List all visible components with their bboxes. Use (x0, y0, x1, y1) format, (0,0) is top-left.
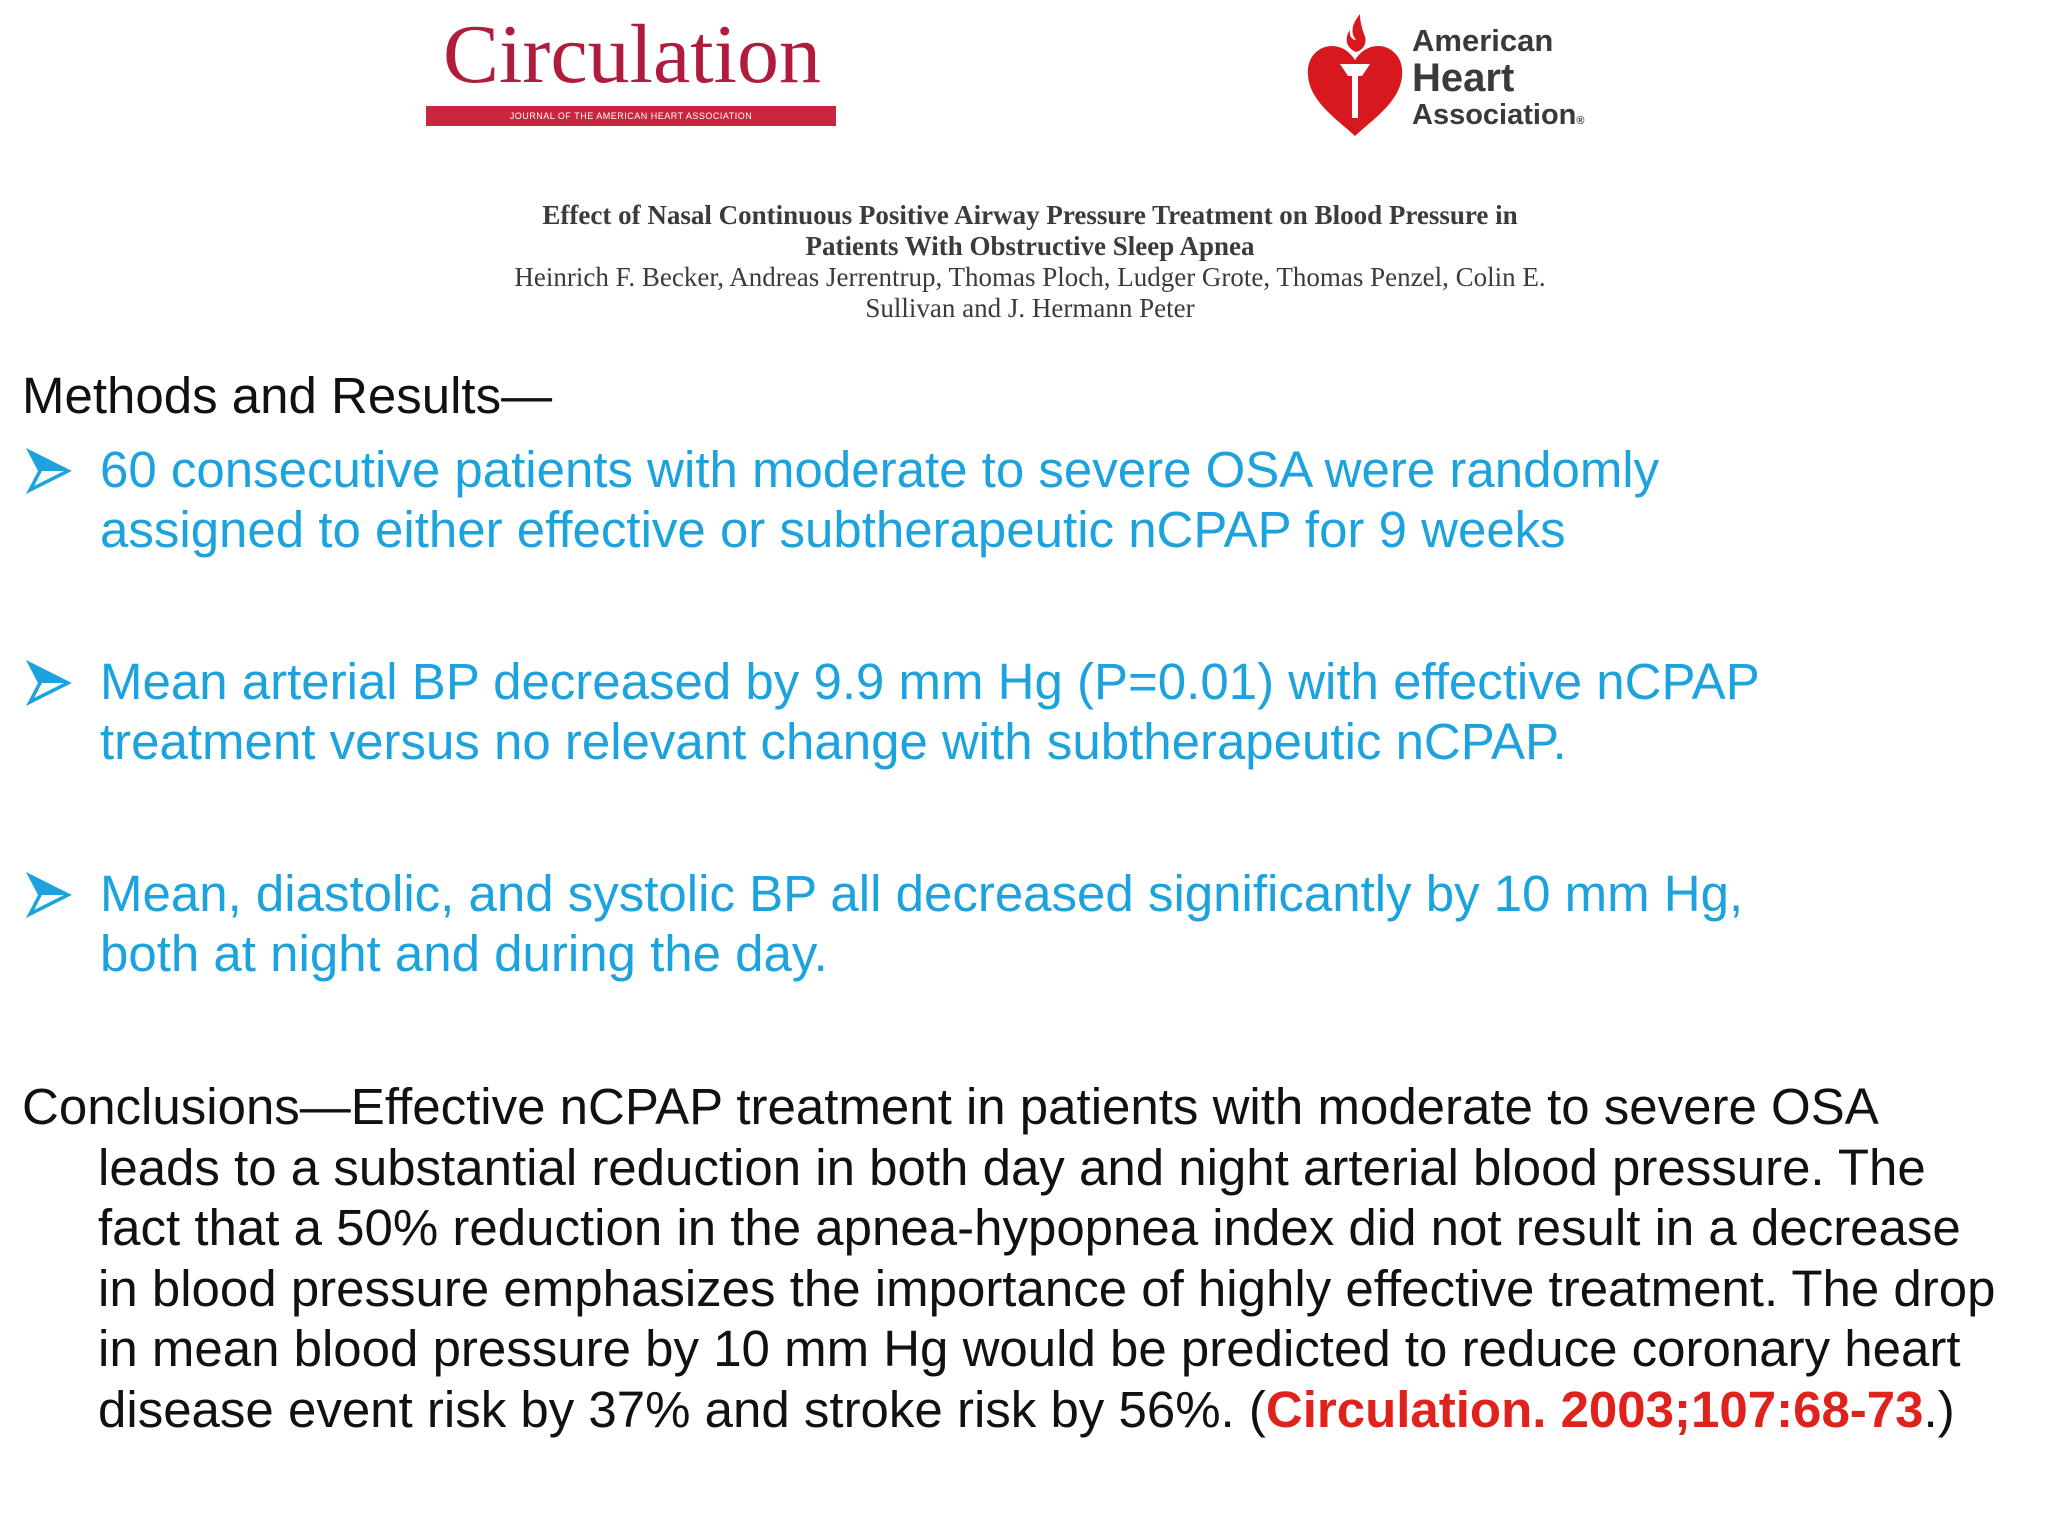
circulation-logo (422, 10, 842, 122)
arrowhead-bullet-icon (26, 872, 72, 918)
article-title-line2: Patients With Obstructive Sleep Apnea (805, 231, 1255, 261)
aha-line-american: American (1412, 23, 1554, 58)
methods-bullet-2-line1: Mean arterial BP decreased by 9.9 mm Hg (P=0.01) with effective nCPAP (100, 653, 1760, 710)
aha-line-heart: Heart (1412, 56, 1515, 100)
article-title-line1: Effect of Nasal Continuous Positive Airway Pressure Treatment on Blood Pressure in (542, 200, 1518, 230)
methods-bullet-1-text (100, 440, 2040, 560)
methods-bullet-2-text (100, 652, 2040, 772)
aha-logo (1300, 10, 1630, 140)
circulation-subtitle-bar (426, 106, 836, 126)
conclusions-closing: .) (1923, 1380, 1955, 1438)
aha-association-text: Association (1412, 99, 1577, 131)
citation-reference: Circulation. 2003;107:68-73 (1265, 1380, 1924, 1438)
methods-bullet-3-line1: Mean, diastolic, and systolic BP all decreased significantly by 10 mm Hg, (100, 865, 1744, 922)
methods-heading: Methods and Results— (22, 367, 553, 424)
methods-bullet-3-text (100, 864, 2040, 984)
aha-wordmark (1412, 24, 1584, 138)
article-header (380, 200, 1680, 324)
conclusions-text: Conclusions—Effective nCPAP treatment in patients with moderate to severe OSA leads to a substantial reduction in both day and night arterial blood pressure. The fact that a 50% reduction in the apnea-hypopnea index did not result in a decrease in blood pressure emphasizes the importance of highly effective treatment. The drop in mean blood pressure by 10 mm Hg would be predicted to reduce coronary heart disease event risk by 37% and stroke risk by 56%. ( (22, 1078, 1996, 1438)
arrowhead-bullet-icon (26, 660, 72, 706)
heart-torch-icon (1300, 10, 1410, 140)
aha-line-association (1412, 98, 1584, 138)
aha-trademark: ® (1576, 115, 1585, 127)
methods-bullet-1-line2: assigned to either effective or subtherapeutic nCPAP for 9 weeks (100, 501, 1566, 558)
methods-bullet-3-line2: both at night and during the day. (100, 925, 828, 982)
circulation-wordmark: Circulation (443, 8, 821, 101)
methods-bullet-2-line2: treatment versus no relevant change with subtherapeutic nCPAP. (100, 713, 1567, 770)
methods-bullet-1-line1: 60 consecutive patients with moderate to severe OSA were randomly (100, 441, 1660, 498)
arrowhead-bullet-icon (26, 448, 72, 494)
conclusions-paragraph (22, 1077, 2012, 1440)
article-authors-line1: Heinrich F. Becker, Andreas Jerrentrup, Thomas Ploch, Ludger Grote, Thomas Penzel, Colin E. (514, 262, 1546, 292)
article-authors-line2: Sullivan and J. Hermann Peter (865, 293, 1195, 323)
circulation-subtitle: JOURNAL OF THE AMERICAN HEART ASSOCIATION (509, 111, 753, 121)
